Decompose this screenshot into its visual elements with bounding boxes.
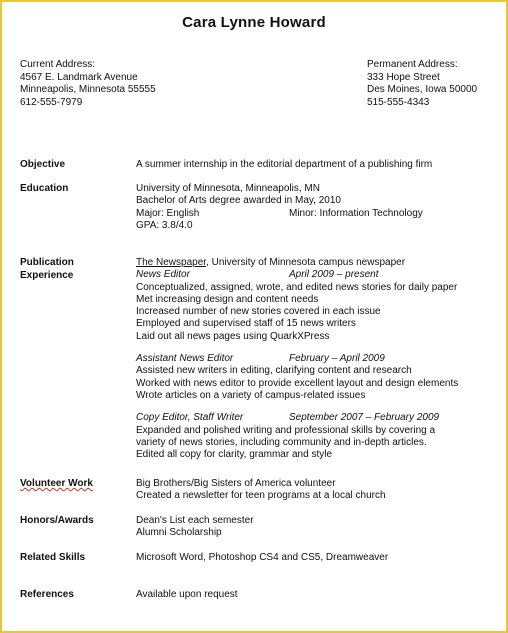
- current-address-city: Minneapolis, Minnesota 55555: [20, 84, 156, 95]
- education-label: Education: [20, 183, 69, 194]
- job-dates: February – April 2009: [289, 353, 385, 365]
- publication-label: Publication Experience: [20, 257, 74, 281]
- honors-line: Alumni Scholarship: [136, 527, 222, 539]
- job-duty: variety of news stories, including community and in-depth articles.: [136, 436, 427, 448]
- honors-label: Honors/Awards: [20, 515, 94, 526]
- references-label: References: [20, 589, 74, 600]
- education-school: University of Minnesota, Minneapolis, MN: [136, 183, 320, 194]
- permanent-address-phone: 515-555-4343: [367, 96, 430, 108]
- job-duty: Met increasing design and content needs: [136, 293, 319, 305]
- job-title-row: [136, 269, 458, 281]
- job-title: News Editor: [136, 269, 190, 281]
- permanent-address-street: 333 Hope Street: [367, 71, 440, 83]
- publication-org: [136, 257, 458, 269]
- job-duty: Assisted new writers in editing, clarifying content and research: [136, 365, 412, 377]
- volunteer-line: Big Brothers/Big Sisters of America volunteer: [136, 478, 336, 489]
- job-title: Assistant News Editor: [136, 353, 234, 365]
- job-dates: September 2007 – February 2009: [289, 412, 440, 424]
- objective-label: Objective: [20, 159, 66, 170]
- job-duty: Worked with news editor to provide excellent layout and design elements: [136, 377, 459, 389]
- current-address-block: [20, 59, 156, 109]
- education-major: Major: English: [136, 207, 200, 219]
- volunteer-line: Created a newsletter for teen programs at a local church: [136, 490, 386, 502]
- job-title-row: [136, 353, 458, 365]
- job-duty: Edited all copy for clarity, grammar and style: [136, 449, 333, 461]
- education-degree: Bachelor of Arts degree awarded in May, 2010: [136, 195, 341, 207]
- resume-name: Cara Lynne Howard: [182, 14, 326, 31]
- current-address-phone: 612-555-7979: [20, 96, 83, 108]
- job-duty: Laid out all news pages using QuarkXPress: [136, 330, 330, 342]
- job-duty: Wrote articles on a variety of campus-related issues: [136, 389, 366, 401]
- education-major-minor: [136, 207, 423, 220]
- objective-text: A summer internship in the editorial department of a publishing firm: [136, 159, 433, 170]
- current-address-street: 4567 E. Landmark Avenue: [20, 71, 138, 83]
- education-minor: Minor: Information Technology: [289, 207, 423, 219]
- permanent-address-block: [367, 59, 477, 109]
- education-gpa: GPA: 3.8/4.0: [136, 219, 193, 231]
- job-duty: Expanded and polished writing and professional skills by covering a: [136, 424, 436, 436]
- permanent-address-label: Permanent Address:: [367, 59, 458, 70]
- references-text: Available upon request: [136, 589, 238, 600]
- skills-text: Microsoft Word, Photoshop CS4 and CS5, Dreamweaver: [136, 552, 389, 563]
- job-duty: Employed and supervised staff of 15 news writers: [136, 318, 356, 330]
- publication-org-desc: , University of Minnesota campus newspaper: [206, 257, 406, 268]
- permanent-address-city: Des Moines, Iowa 50000: [367, 84, 478, 95]
- publication-org-name: The Newspaper: [136, 257, 207, 268]
- current-address-label: Current Address:: [20, 59, 96, 70]
- job-title-row: [136, 412, 458, 424]
- volunteer-label: Volunteer Work: [20, 478, 93, 489]
- job-duty: Increased number of new stories covered in each issue: [136, 306, 381, 318]
- job-dates: April 2009 – present: [289, 269, 379, 281]
- honors-line: Dean's List each semester: [136, 515, 254, 526]
- skills-label: Related Skills: [20, 552, 86, 563]
- job-title: Copy Editor, Staff Writer: [136, 412, 244, 424]
- job-duty: Conceptualized, assigned, wrote, and edited news stories for daily paper: [136, 281, 458, 293]
